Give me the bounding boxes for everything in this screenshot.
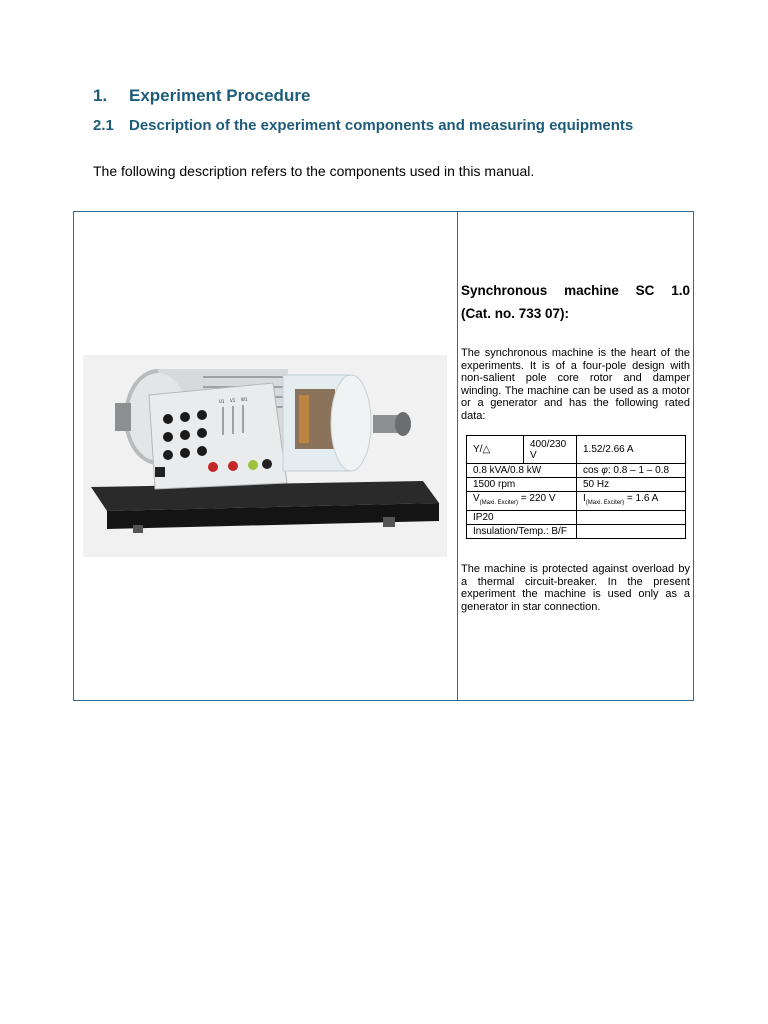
voltage-subscript: (Maxi. Exciter) xyxy=(479,500,519,506)
table-row xyxy=(467,464,686,478)
current-symbol: I xyxy=(583,493,586,504)
voltage-value: = 220 V xyxy=(518,493,556,504)
component-catalog-number: (Cat. no. 733 07): xyxy=(461,306,570,321)
current-value: = 1.6 A xyxy=(624,493,659,504)
intro-text: The following description refers to the components used in this manual. xyxy=(93,163,535,179)
section-title: Experiment Procedure xyxy=(129,86,311,105)
table-cell: 50 Hz xyxy=(577,478,686,492)
table-row xyxy=(467,492,686,511)
table-cell xyxy=(577,525,686,539)
section-heading xyxy=(93,86,310,106)
table-cell: IP20 xyxy=(467,511,577,525)
table-cell: 1500 rpm xyxy=(467,478,577,492)
machine-photo xyxy=(83,355,447,557)
table-cell xyxy=(577,464,686,478)
terminal-label-v1: V1 xyxy=(230,398,236,403)
cos-label: cos xyxy=(583,465,599,476)
frame-divider xyxy=(457,211,458,701)
table-cell: Insulation/Temp.: B/F xyxy=(467,525,577,539)
table-cell xyxy=(577,511,686,525)
voltage-symbol: V xyxy=(473,493,480,504)
table-cell xyxy=(467,492,577,511)
component-description: The synchronous machine is the heart of the experiments. It is of a four-pole design with non-salient pole core rotor and damper winding. The machine can be used as a motor or a generator and has the following rated data: xyxy=(461,347,690,422)
terminal-label-w1: W1 xyxy=(241,397,248,402)
table-row xyxy=(467,478,686,492)
current-subscript: (Maxi. Exciter) xyxy=(585,500,625,506)
protection-text: The machine is protected against overload by a thermal circuit-breaker. In the present experiment the machine is used only as a generator in star connection. xyxy=(461,563,690,613)
table-row xyxy=(467,436,686,464)
table-cell: 0.8 kVA/0.8 kW xyxy=(467,464,577,478)
table-cell: 400/230 V xyxy=(524,436,577,464)
table-cell: 1.52/2.66 A xyxy=(577,436,686,464)
table-cell xyxy=(577,492,686,511)
table-cell: Y/△ xyxy=(467,436,524,464)
component-title: Synchronous machine SC 1.0 xyxy=(461,283,690,298)
table-row xyxy=(467,525,686,539)
rated-data-table xyxy=(466,435,686,539)
subsection-heading xyxy=(93,117,633,134)
subsection-title: Description of the experiment components and measuring equipments xyxy=(129,117,634,134)
cos-value: : 0.8 – 1 – 0.8 xyxy=(607,465,670,476)
phi-symbol: φ xyxy=(601,465,608,476)
terminal-label-u1: U1 xyxy=(219,399,225,404)
section-number: 1. xyxy=(93,86,108,105)
subsection-number: 2.1 xyxy=(93,117,114,134)
table-row xyxy=(467,511,686,525)
